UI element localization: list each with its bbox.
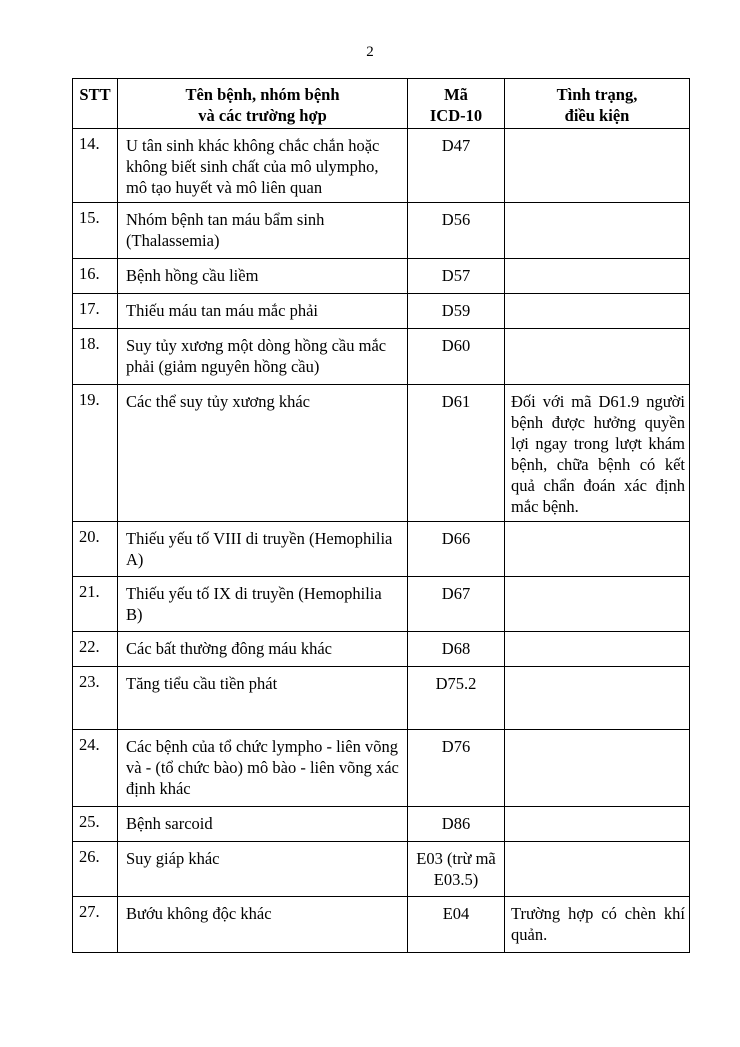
table-row — [73, 842, 690, 897]
row-icd-code: D75.2 — [408, 667, 505, 730]
row-stt: 23. — [73, 667, 118, 730]
table-row — [73, 522, 690, 577]
row-stt: 26. — [73, 842, 118, 897]
table-row — [73, 897, 690, 953]
row-condition — [505, 522, 690, 577]
row-icd-code: D47 — [408, 129, 505, 203]
header-stt-label: STT — [79, 85, 111, 104]
row-stt: 22. — [73, 632, 118, 667]
header-condition — [505, 79, 690, 129]
row-condition — [505, 842, 690, 897]
row-condition — [505, 632, 690, 667]
row-stt: 18. — [73, 329, 118, 385]
row-condition — [505, 259, 690, 294]
row-condition — [505, 667, 690, 730]
page-number: 2 — [366, 44, 374, 60]
table-header-row — [73, 79, 690, 129]
row-disease-name: Suy giáp khác — [118, 842, 408, 897]
row-disease-name: Suy tủy xương một dòng hồng cầu mắc phải (giảm nguyên hồng cầu) — [118, 329, 408, 385]
header-icd-code-line2: ICD-10 — [429, 106, 483, 125]
header-disease-name — [118, 79, 408, 129]
row-stt: 15. — [73, 203, 118, 259]
table-row — [73, 329, 690, 385]
row-stt: 24. — [73, 730, 118, 807]
row-condition — [505, 203, 690, 259]
icd-table — [72, 78, 690, 953]
row-icd-code: E04 — [408, 897, 505, 953]
table-row — [73, 203, 690, 259]
row-icd-code: D68 — [408, 632, 505, 667]
row-disease-name: Các bệnh của tổ chức lympho - liên võng và - (tổ chức bào) mô bào - liên võng xác định khác — [118, 730, 408, 807]
table-row — [73, 129, 690, 203]
row-stt: 21. — [73, 577, 118, 632]
row-disease-name: Thiếu máu tan máu mắc phải — [118, 294, 408, 329]
row-icd-code: D61 — [408, 385, 505, 522]
row-icd-code: D56 — [408, 203, 505, 259]
row-stt: 20. — [73, 522, 118, 577]
row-stt: 14. — [73, 129, 118, 203]
row-icd-code: D76 — [408, 730, 505, 807]
table-row — [73, 577, 690, 632]
header-disease-name-line1: Tên bệnh, nhóm bệnh — [185, 85, 340, 104]
row-condition — [505, 329, 690, 385]
row-disease-name: Bệnh hồng cầu liềm — [118, 259, 408, 294]
header-icd-code — [408, 79, 505, 129]
row-icd-code: D60 — [408, 329, 505, 385]
table-row — [73, 294, 690, 329]
header-icd-code-line1: Mã — [444, 85, 468, 104]
row-condition — [505, 294, 690, 329]
row-disease-name: Tăng tiểu cầu tiền phát — [118, 667, 408, 730]
row-icd-code: D66 — [408, 522, 505, 577]
row-condition — [505, 129, 690, 203]
table-row — [73, 807, 690, 842]
row-icd-code: D67 — [408, 577, 505, 632]
row-condition — [505, 730, 690, 807]
row-condition — [505, 807, 690, 842]
row-condition: Đối với mã D61.9 người bệnh được hưởng quyền lợi ngay trong lượt khám bệnh, chữa bệnh có kết quả chẩn đoán xác định mắc bệnh. — [505, 385, 690, 522]
row-disease-name: Thiếu yếu tố IX di truyền (Hemophilia B) — [118, 577, 408, 632]
row-condition — [505, 577, 690, 632]
row-disease-name: Bướu không độc khác — [118, 897, 408, 953]
header-condition-line1: Tình trạng, — [556, 85, 638, 104]
header-condition-line2: điều kiện — [564, 106, 630, 125]
row-disease-name: Nhóm bệnh tan máu bẩm sinh (Thalassemia) — [118, 203, 408, 259]
row-stt: 16. — [73, 259, 118, 294]
table-row — [73, 385, 690, 522]
row-stt: 25. — [73, 807, 118, 842]
table-row — [73, 730, 690, 807]
header-stt — [73, 79, 118, 129]
table-row — [73, 667, 690, 730]
row-icd-code: D59 — [408, 294, 505, 329]
row-stt: 17. — [73, 294, 118, 329]
row-stt: 19. — [73, 385, 118, 522]
table-row — [73, 632, 690, 667]
row-disease-name: Các thể suy tủy xương khác — [118, 385, 408, 522]
row-condition: Trường hợp có chèn khí quản. — [505, 897, 690, 953]
row-stt: 27. — [73, 897, 118, 953]
row-disease-name: Thiếu yếu tố VIII di truyền (Hemophilia A) — [118, 522, 408, 577]
row-icd-code: D57 — [408, 259, 505, 294]
row-icd-code: D86 — [408, 807, 505, 842]
row-disease-name: Bệnh sarcoid — [118, 807, 408, 842]
row-icd-code: E03 (trừ mã E03.5) — [408, 842, 505, 897]
header-disease-name-line2: và các trường hợp — [198, 106, 327, 125]
table-row — [73, 259, 690, 294]
row-disease-name: Các bất thường đông máu khác — [118, 632, 408, 667]
row-disease-name: U tân sinh khác không chắc chắn hoặc không biết sinh chất của mô ulympho, mô tạo huyết và mô liên quan — [118, 129, 408, 203]
